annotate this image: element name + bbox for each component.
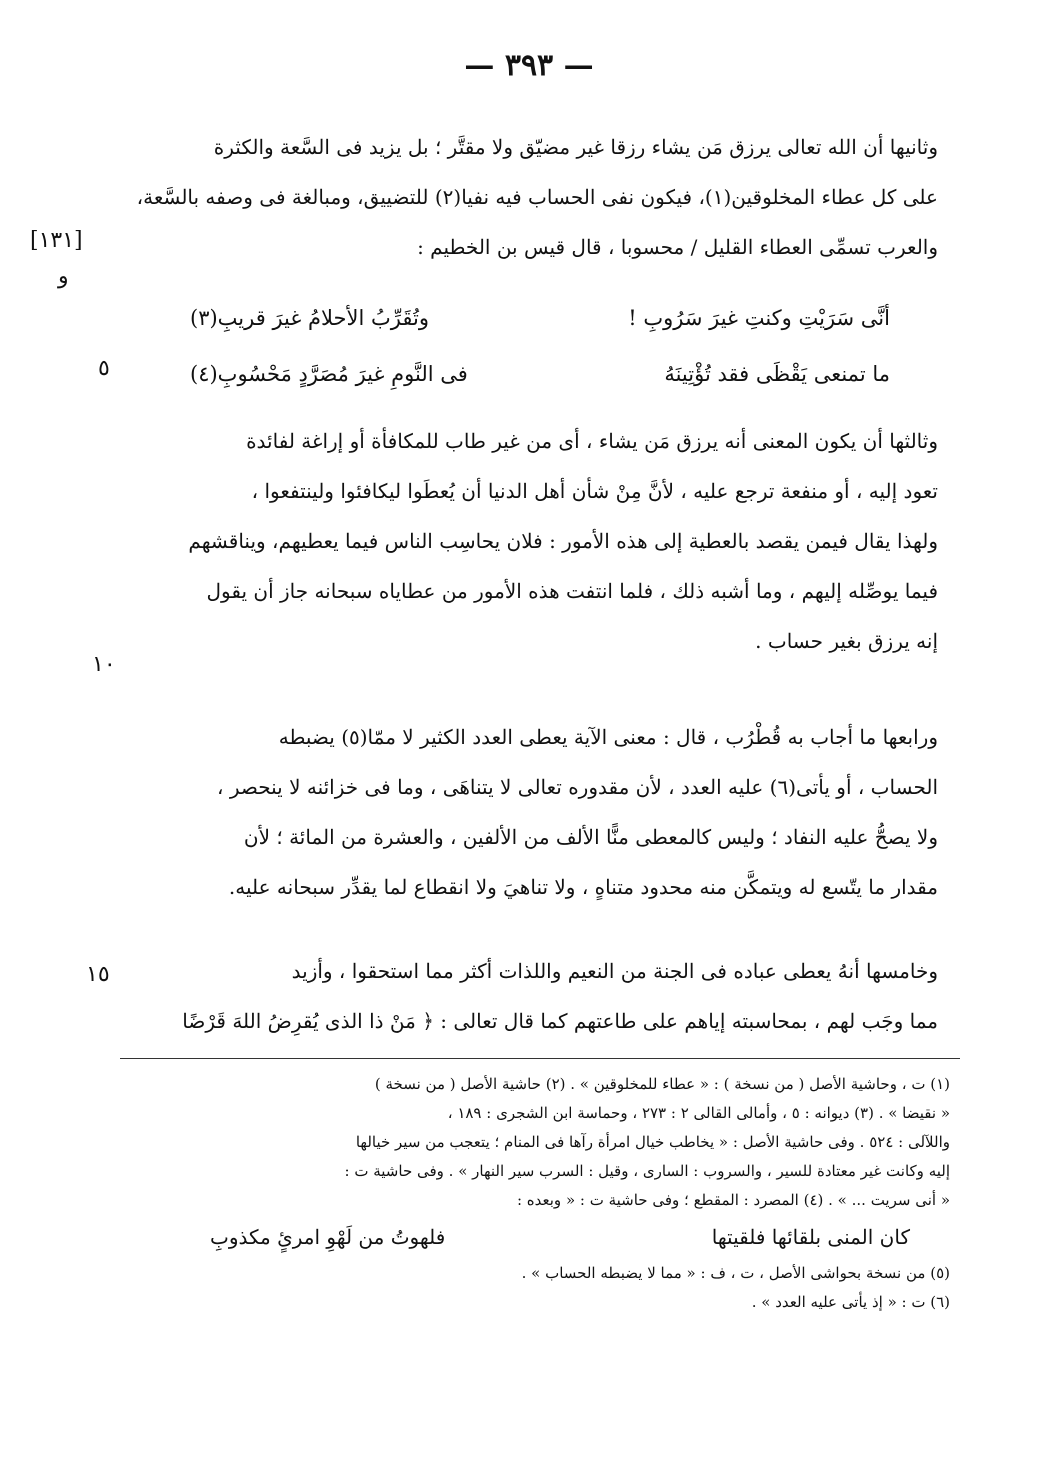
hemistich-first: أنَّى سَرَيْتِ وكنتِ غيرَ سَرُوبِ ! [628, 306, 890, 330]
text-line: ولهذا يقال فيمن يقصد بالعطية إلى هذه الأمور : فلان يحاسِب الناس فيما يعطيهم، ويناقشهم [188, 529, 938, 553]
footnote-line: واللآلى : ٥٢٤ . وفى حاشية الأصل : « يخاطب خيال امرأة رآها فى المنام ؛ يتعجب من سير خيالها [355, 1133, 950, 1151]
text-line: ولا يصحُّ عليه النفاد ؛ وليس كالمعطى منًّا الألف من الألفين ، والعشرة من المائة ؛ لأن [243, 825, 938, 849]
text-line: ورابعها ما أجاب به قُطْرُب ، قال : معنى الآية يعطى العدد الكثير لا ممّا(٥) يضبطه [278, 725, 938, 749]
footnote-divider [120, 1058, 960, 1059]
line-number-5: ٥ [98, 356, 110, 381]
line-number-15: ١٥ [86, 962, 110, 987]
text-line: وثالثها أن يكون المعنى أنه يرزق مَن يشاء ، أى من غير طاب للمكافأة أو إراغة لفائدة [246, 429, 938, 453]
hemistich-first: ما تمنعى يَقْظَى فقد تُؤْتِينَهُ [664, 362, 890, 386]
paragraph-fourth-view [130, 712, 938, 912]
folio-mark: [١٣١] [30, 228, 83, 253]
text-line: فيما يوصِّله إليهم ، وما أشبه ذلك ، فلما انتفت هذه الأمور من عطاياه سبحانه جاز أن يقول [206, 579, 938, 603]
footnote-line: إليه وكانت غير معتادة للسير ، والسروب : السارى ، وقيل : السرب سير النهار » . وفى حاشية ت : [344, 1162, 950, 1180]
text-line: مما وجَب لهم ، بمحاسبته إياهم على طاعتهم كما قال تعالى : ﴿ مَنْ ذا الذى يُقرِضُ اللهَ قَرْضًا [182, 1009, 938, 1033]
paragraph-third-view [130, 416, 938, 666]
footnote-line: « نقيضا » . (٣) ديوانه : ٥ ، وأمالى القالى ٢ : ٢٧٣ ، وحماسة ابن الشجرى : ١٨٩ ، [447, 1104, 950, 1122]
footnote-line: (١) ت ، وحاشية الأصل ( من نسخة ) : « عطاء للمخلوقين » . (٢) حاشية الأصل ( من نسخة ) [374, 1075, 950, 1093]
text-line: والعرب تسمِّى العطاء القليل / محسوبا ، قال قيس بن الخطيم : [417, 235, 938, 259]
footnote-line: (٥) من نسخة بحواشى الأصل ، ت ، ف : « مما لا يضبطه الحساب » . [521, 1264, 950, 1282]
text-line: مقدار ما يتّسع له ويتمكَّن منه محدود متناهٍ ، ولا تناهيَ ولا انقطاع لما يقدِّر سبحانه عليه. [228, 875, 938, 899]
page-number: — ٣٩٣ — [464, 48, 594, 83]
hemistich-first: كان المنى بلقائها فلقيتها [711, 1225, 910, 1249]
text-line: وثانيها أن الله تعالى يرزق مَن يشاء رزقا غير مضيّق ولا مقتَّر ؛ بل يزيد فى السَّعة والكثرة [213, 135, 938, 159]
line-number-10: ١٠ [92, 652, 116, 677]
poem-verse [190, 346, 890, 402]
text-line: الحساب ، أو يأتى(٦) عليه العدد ، لأن مقدوره تعالى لا يتناهَى ، وما فى خزائنه لا ينحصر ، [217, 775, 938, 799]
folio-side-mark: و [58, 264, 69, 289]
footnote-verse [120, 1215, 950, 1259]
poem-qays-ibn-al-khatim [190, 290, 890, 402]
footnote-line: (٦) ت : « إذ يأتى عليه العدد » . [751, 1293, 950, 1311]
text-line: وخامسها أنهُ يعطى عباده فى الجنة من النعيم واللذات أكثر مما استحقوا ، وأزيد [291, 959, 938, 983]
hemistich-second: فلهوتُ من لَهْوِ امرئٍ مكذوبِ [210, 1225, 446, 1249]
text-line: تعود إليه ، أو منفعة ترجع عليه ، لأنَّ مِنْ شأن أهل الدنيا أن يُعطَوا ليكافئوا ولينتفعوا ، [251, 479, 938, 503]
footnotes [120, 1070, 950, 1317]
text-line: إنه يرزق بغير حساب . [755, 629, 938, 653]
paragraph-second-view [130, 122, 938, 272]
hemistich-second: وتُقَرِّبُ الأحلامُ غيرَ قريبِ(٣) [190, 306, 429, 330]
footnote-line: « أنى سريت ... » . (٤) المصرد : المقطع ؛ وفى حاشية ت : « وبعده : [516, 1191, 950, 1209]
text-line: على كل عطاء المخلوقين(١)، فيكون نفى الحساب فيه نفيا(٢) للتضييق، ومبالغة فى وصفه بالسَّعة، [136, 185, 938, 209]
paragraph-fifth-view [130, 946, 938, 1046]
hemistich-second: فى النَّومِ غيرَ مُصَرَّدٍ مَحْسُوبِ(٤) [190, 362, 468, 386]
poem-verse [190, 290, 890, 346]
